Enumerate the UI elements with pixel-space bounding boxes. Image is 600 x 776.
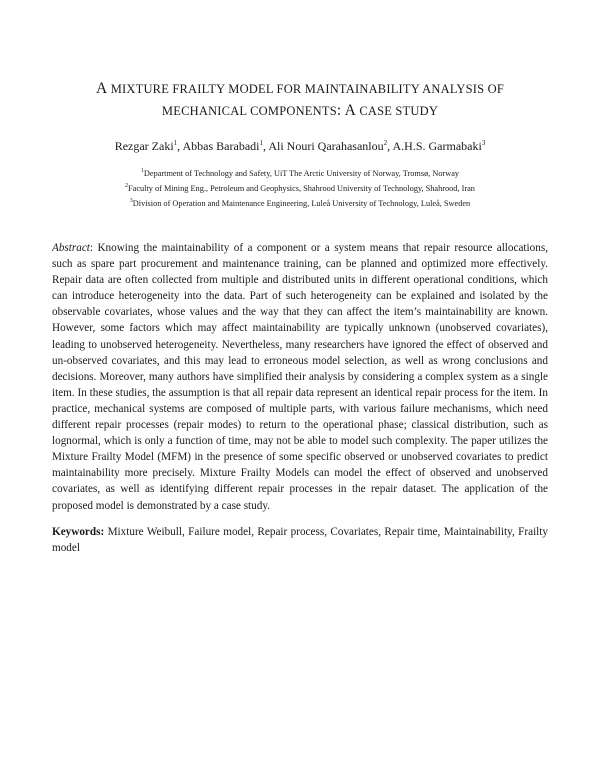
title-cap: A (344, 102, 356, 119)
affiliation-mark: 1 (140, 168, 144, 174)
title-cap: A (95, 80, 108, 97)
author-name: Abbas Barabadi (182, 139, 260, 153)
affiliation-mark: 2 (125, 183, 129, 190)
author-list: Rezgar Zaki$^1$, Abbas Barabadi$^1$, Ali Nouri Qarahasanlou$^2$, A.H.S. Garmabaki$^3$ (114, 139, 486, 153)
title-text: MIXTURE FRAILTY MODEL FOR MAINTAINABILITY ANALYSIS OF (107, 82, 505, 96)
paper-title-line-2 (50, 100, 550, 122)
abstract-label: Abstract (52, 242, 90, 254)
affiliation (40, 195, 560, 210)
author-name: Rezgar Zaki (114, 139, 174, 153)
author-name: Ali Nouri Qarahasanlou (268, 139, 384, 153)
title-text: MECHANICAL COMPONENTS (161, 104, 337, 118)
keywords (52, 524, 548, 556)
affiliation-text: Division of Operation and Maintenance Engineering, Luleå University of Technology, Luleå, Sweden (132, 199, 471, 209)
author-affil-mark: 1 (259, 139, 263, 147)
paper-title-line-1 (50, 78, 550, 100)
author-affil-mark: 1 (173, 139, 178, 147)
keywords-label: Keywords: (52, 526, 105, 538)
abstract-colon: : (89, 242, 94, 254)
author-affil-mark: 2 (383, 139, 388, 147)
abstract-text: Knowing the maintainability of a component or a system means that repair resource allocations, such as spare part procurement and maintenance training, can be planned and optimized more effectively. Repair data are often collected from multiple and distributed units in different operational conditions, which can introduce heterogeneity into the data. Part of such heterogeneity can be explained and isolated by the observable covariates, whose values and the way that they can affect the item’s maintainability are known. However, some factors which may affect maintainability are typically unknown (unobserved covariates), leading to unobserved heterogeneity. Nevertheless, many researchers have ignored the effect of observed and un-observed covariates, and this may lead to erroneous model selection, as well as wrong conclusions and decisions. Moreover, many authors have simplified their analysis by considering a complex system as a single item. In these studies, the assumption is that all repair data represent an identical repair process for the item. In practice, mechanical systems are composed of multiple parts, with various failure mechanisms, which need different repair processes (repair modes) to return to the operational phase; classical distribution, such as lognormal, which is only a function of time, may not be able to model such complexity. The paper utilizes the Mixture Frailty Model (MFM) in the presence of some specific observed or unobserved covariates to predict maintainability more precisely. Mixture Frailty Models can model the effect of observed and unobserved covariates, as well as identifying different repair processes in the repair dataset. The application of the proposed model is demonstrated by a case study. (52, 242, 548, 512)
affiliation (40, 180, 560, 195)
affiliation-list (40, 165, 560, 211)
affiliation-text: Department of Technology and Safety, UiT The Arctic University of Norway, Tromsø, Norway (143, 168, 460, 178)
title-text: CASE STUDY (356, 104, 439, 118)
keywords-text: Mixture Weibull, Failure model, Repair process, Covariates, Repair time, Maintainability, Frailty model (52, 526, 548, 555)
abstract (52, 240, 548, 514)
affiliation-mark: 3 (129, 198, 133, 205)
title-colon: : (336, 102, 345, 119)
affiliation-text: Faculty of Mining Eng., Petroleum and Geophysics, Shahrood University of Technology, Shahrood, Iran (128, 183, 475, 193)
author-affil-mark: 3 (481, 139, 486, 147)
author-name: A.H.S. Garmabaki (392, 139, 482, 153)
affiliation (40, 165, 560, 180)
